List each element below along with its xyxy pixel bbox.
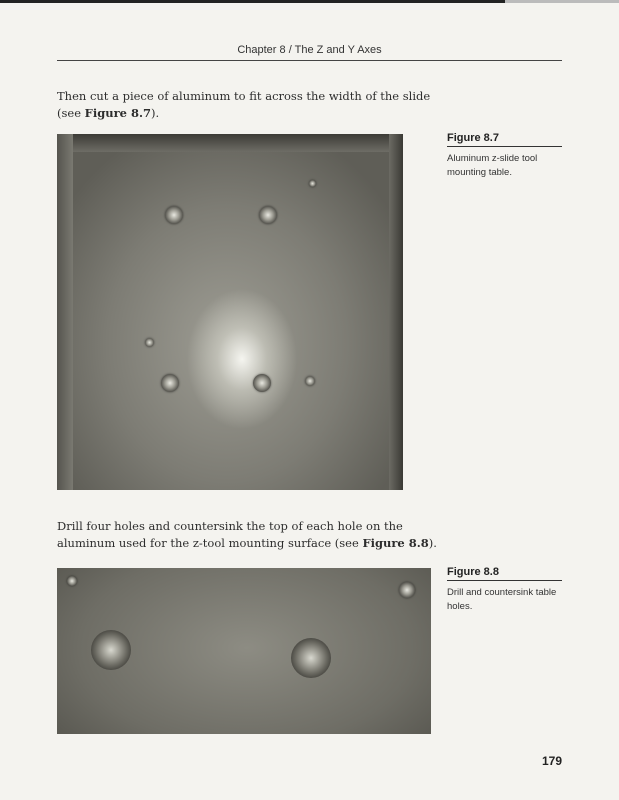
hole-small-top (309, 180, 316, 187)
figure-8-7-title: Figure 8.7 (447, 132, 562, 147)
figure-8-7-photo (57, 134, 403, 490)
countersink-hole-right (291, 638, 331, 678)
paragraph-1 (57, 88, 437, 122)
hole-corner-left (67, 576, 77, 586)
figure-8-8-title: Figure 8.8 (447, 566, 562, 581)
hole-corner-right (399, 582, 415, 598)
hole-bottom-right (253, 374, 271, 392)
running-head: Chapter 8 / The Z and Y Axes (237, 44, 382, 56)
figure-8-8-photo (57, 568, 431, 734)
photo-left-edge (57, 134, 73, 490)
paragraph-2-text: Drill four holes and countersink the top of each hole on the aluminum used for the z-tool mounting surface (see (57, 519, 403, 550)
photo-right-edge (389, 134, 403, 490)
hole-bottom-left (161, 374, 179, 392)
hole-small-right (305, 376, 315, 386)
figure-reference-8-7: Figure 8.7 (84, 106, 151, 120)
top-edge-line (0, 0, 619, 3)
photo-top-edge (57, 134, 403, 152)
header-rule (57, 60, 562, 61)
figure-8-8-caption: Drill and countersink table holes. (447, 587, 557, 612)
paragraph-1-end: ). (150, 106, 160, 120)
countersink-hole-left (91, 630, 131, 670)
hole-top-left (165, 206, 183, 224)
paragraph-2 (57, 518, 437, 552)
figure-reference-8-8: Figure 8.8 (362, 536, 429, 550)
paragraph-1-text: Then cut a piece of aluminum to fit across the width of the slide (see (57, 89, 431, 120)
paragraph-2-end: ). (428, 536, 437, 550)
hole-small-left (145, 338, 154, 347)
page-number: 179 (541, 754, 562, 768)
figure-8-7-caption: Aluminum z-slide tool mounting table. (447, 153, 538, 178)
hole-top-right (259, 206, 277, 224)
